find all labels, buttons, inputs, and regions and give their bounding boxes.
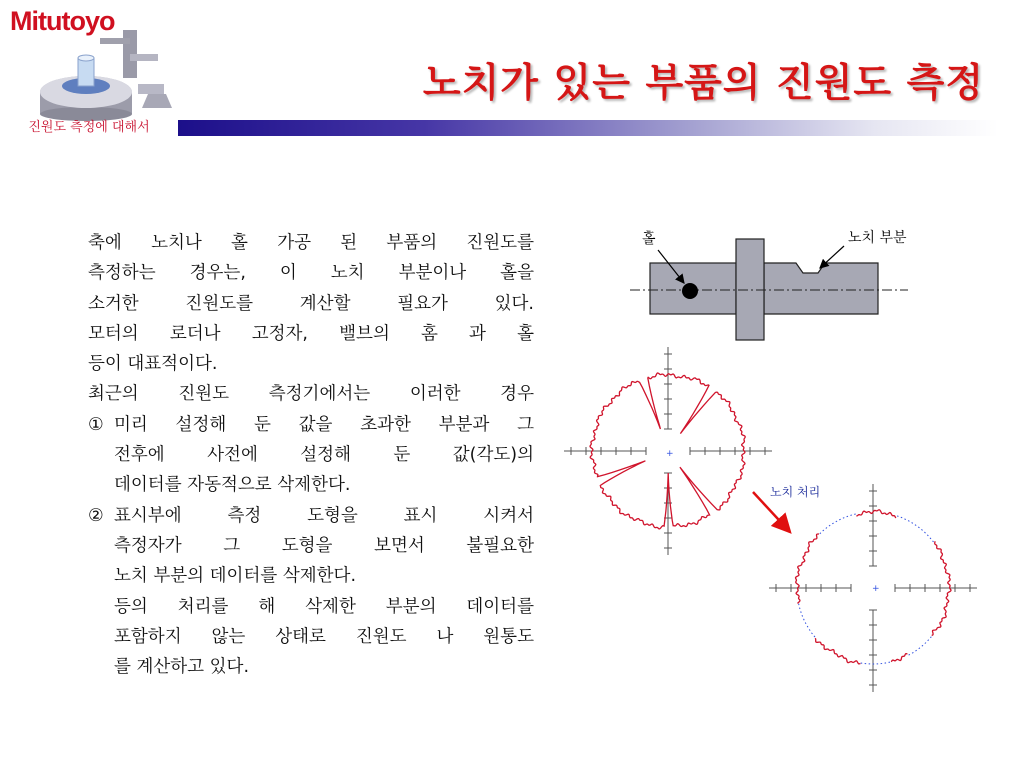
polar-plot-processed [769,484,977,692]
body-line: 데이터를 자동적으로 삭제한다. [114,475,351,496]
notch-process-label: 노치 처리 [770,485,821,499]
page-title: 노치가 있는 부품의 진원도 측정 [422,61,984,106]
body-line: 노치 부분의 데이터를 삭제한다. [114,566,357,587]
shaft-drawing [630,239,908,340]
polar-plot-raw [564,347,772,555]
center-marker: + [872,584,880,594]
hole-mark [682,283,698,299]
sidebar-label: 진원도 측정에 대해서 [28,120,150,135]
hole-label: 홀 [642,231,656,247]
notch-label: 노치 부분 [848,230,907,246]
shaft-right-section [764,263,878,314]
body-line: 표시부에 측정 도형을 표시 시켜서 [114,505,534,526]
body-line: 측정자가 그 도형을 보면서 불필요한 [114,535,534,556]
body-line: 포함하지 않는 상태로 진원도 나 원통도 [114,626,534,647]
body-line: 를 계산하고 있다. [114,657,250,678]
item-number: ② [88,505,104,526]
body-line: 최근의 진원도 측정기에서는 이러한 경우 [88,384,534,405]
body-line: 모터의 로더나 고정자, 밸브의 홈 과 홀 [88,323,534,344]
mitutoyo-logo: Mitutoyo [10,6,115,36]
center-marker: + [666,449,674,459]
body-line: 측정하는 경우는, 이 노치 부분이나 홀을 [88,263,534,284]
body-line: 미리 설정해 둔 값을 초과한 부분과 그 [114,414,534,435]
item-number: ① [88,414,104,435]
body-line: 등의 처리를 해 삭제한 부분의 데이터를 [114,596,534,617]
body-line: 축에 노치나 홀 가공 된 부품의 진원도를 [88,233,534,253]
body-line: 소거한 진원도를 계산할 필요가 있다. [88,293,534,314]
body-line: 등이 대표적이다. [88,354,218,375]
body-line: 전후에 사전에 설정해 둔 값(각도)의 [114,445,534,466]
